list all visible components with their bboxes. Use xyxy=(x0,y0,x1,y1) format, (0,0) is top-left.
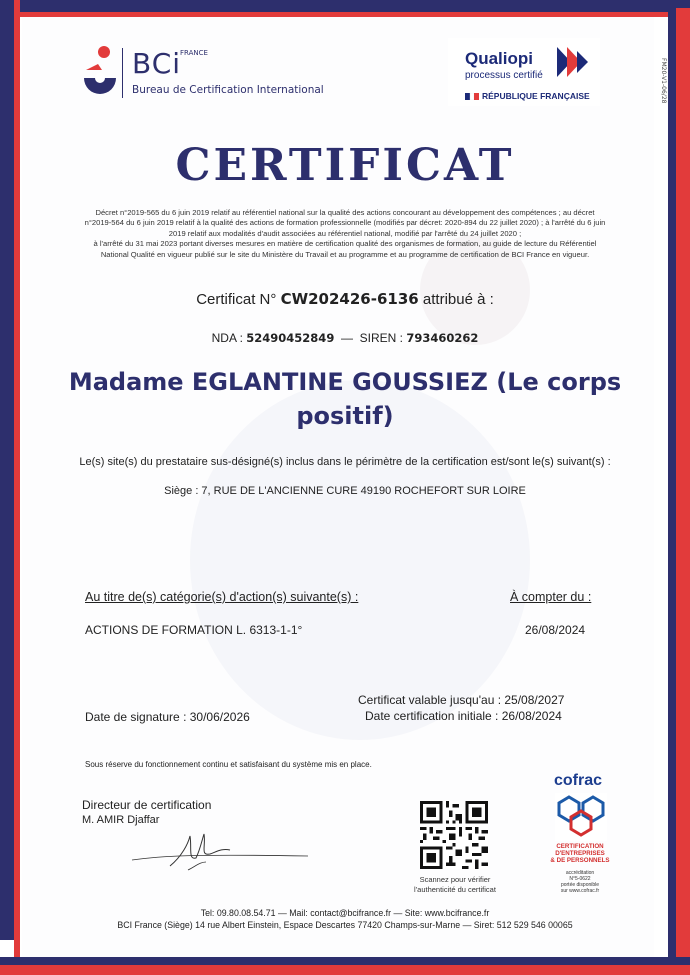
decree-line: National Qualité en vigueur publié sur le site du Ministère du Travail et au programme et au programme de certification de BCI France en vigueur. xyxy=(100,249,590,259)
brand-name: BCi xyxy=(132,47,182,80)
cert-prefix: Certificat N° xyxy=(196,291,277,308)
decree-text xyxy=(60,208,630,260)
siren-value: 793460262 xyxy=(406,331,479,345)
qr-caption xyxy=(380,875,530,895)
action-category-header: Au titre de(s) catégorie(s) d'action(s) suivante(s) : xyxy=(85,590,359,604)
cert-number: CW202426-6136 xyxy=(280,290,419,308)
cofrac-title: cofrac xyxy=(554,772,603,789)
siren-label: SIREN : xyxy=(359,331,404,345)
footer-contact: Tel: 09.80.08.54.71 — Mail: contact@bcifrance.fr — Site: www.bcifrance.fr xyxy=(200,908,490,918)
certificate-number-line xyxy=(0,290,690,308)
decree-line: n°2019-564 du 6 juin 2019 relatif à la qualité des actions de formation professionnelle (modifiés par décret: 2020-894 du 22 juillet 2020) ; à l'arrêté du 6 juin xyxy=(84,218,606,228)
certificate-holder: Madame EGLANTINE GOUSSIEZ (Le corps positif) xyxy=(68,368,622,430)
cofrac-acc-line: sur www.cofrac.fr xyxy=(560,888,600,894)
decree-line: à l'arrêté du 31 mai 2023 portant diverses mesures en matière de certification qualité des organismes de formation, au guide de lecture du Référentiel xyxy=(93,239,597,249)
nda-siren-line xyxy=(0,331,690,345)
footer-address: BCI France (Siège) 14 rue Albert Einstein, Espace Descartes 77420 Champs-sur-Marne — Siret: 512 529 546 00065 xyxy=(117,920,573,930)
reserve-note: Sous réserve du fonctionnement continu et satisfaisant du système mis en place. xyxy=(85,760,372,769)
qr-code-icon xyxy=(420,801,488,869)
qualiopi-title: Qualiopi xyxy=(465,49,533,68)
watermark-shape xyxy=(190,380,530,740)
qr-caption-line: Scannez pour vérifier xyxy=(419,875,491,884)
logo-divider xyxy=(122,48,123,98)
republique-label: RÉPUBLIQUE FRANÇAISE xyxy=(482,91,590,101)
initial-certification-date: Date certification initiale : 26/08/2024 xyxy=(365,709,562,723)
qualiopi-arrow-icon xyxy=(557,47,591,77)
cofrac-certification-label xyxy=(548,843,612,864)
qualiopi-subtitle: processus certifié xyxy=(465,70,543,81)
bottom-border-navy xyxy=(0,957,690,965)
valid-until: Certificat valable jusqu'au : 25/08/2027 xyxy=(358,693,565,707)
decree-line: 2019 relatif aux modalités d'audit associées au référentiel national, modifié par l'arrêté du 24 juillet 2020 ; xyxy=(168,228,522,238)
cofrac-acc-line: N°5-0622 xyxy=(569,876,591,882)
nda-value: 52490452849 xyxy=(246,331,335,345)
signature-date: Date de signature : 30/06/2026 xyxy=(85,710,250,724)
site-address: Siège : 7, RUE DE L'ANCIENNE CURE 49190 ROCHEFORT SUR LOIRE xyxy=(164,485,526,497)
french-flag-icon xyxy=(465,93,479,100)
bci-logo-icon xyxy=(80,44,120,100)
since-value: 26/08/2024 xyxy=(525,623,586,637)
cofrac-accreditation xyxy=(548,870,612,894)
director-title: Directeur de certification xyxy=(82,798,212,812)
cert-suffix: attribué à : xyxy=(422,291,494,308)
separator: — xyxy=(341,331,353,345)
certificate-title: CERTIFICAT xyxy=(175,140,515,191)
nda-label: NDA : xyxy=(211,331,243,345)
cofrac-acc-line: portée disponible xyxy=(560,882,600,888)
action-category-value: ACTIONS DE FORMATION L. 6313-1-1° xyxy=(85,623,303,637)
since-header: À compter du : xyxy=(510,590,592,604)
cofrac-line: D'ENTREPRISES xyxy=(555,850,605,857)
decree-line: Décret n°2019-565 du 6 juin 2019 relatif au référentiel national sur la qualité des actions concourant au développement des compétences ; au décret xyxy=(95,208,595,217)
cofrac-line: & DE PERSONNELS xyxy=(550,857,610,864)
top-border-navy xyxy=(0,0,690,12)
brand-full-name: Bureau de Certification International xyxy=(132,84,324,96)
cofrac-acc-line: accréditation xyxy=(565,870,595,876)
form-code: FM20-V1-06/28 xyxy=(660,58,667,104)
qr-caption-line: l'authenticité du certificat xyxy=(414,885,496,894)
bottom-border-red xyxy=(0,965,690,975)
cofrac-hexagon-icon xyxy=(555,793,607,841)
brand-country: FRANCE xyxy=(180,49,208,57)
director-name: M. AMIR Djaffar xyxy=(82,814,160,826)
sites-intro: Le(s) site(s) du prestataire sus-désigné(s) inclus dans le périmètre de la certification est/sont le(s) suivant(s) : xyxy=(79,456,611,468)
cofrac-line: CERTIFICATION xyxy=(556,843,604,850)
signature-image xyxy=(130,826,310,876)
